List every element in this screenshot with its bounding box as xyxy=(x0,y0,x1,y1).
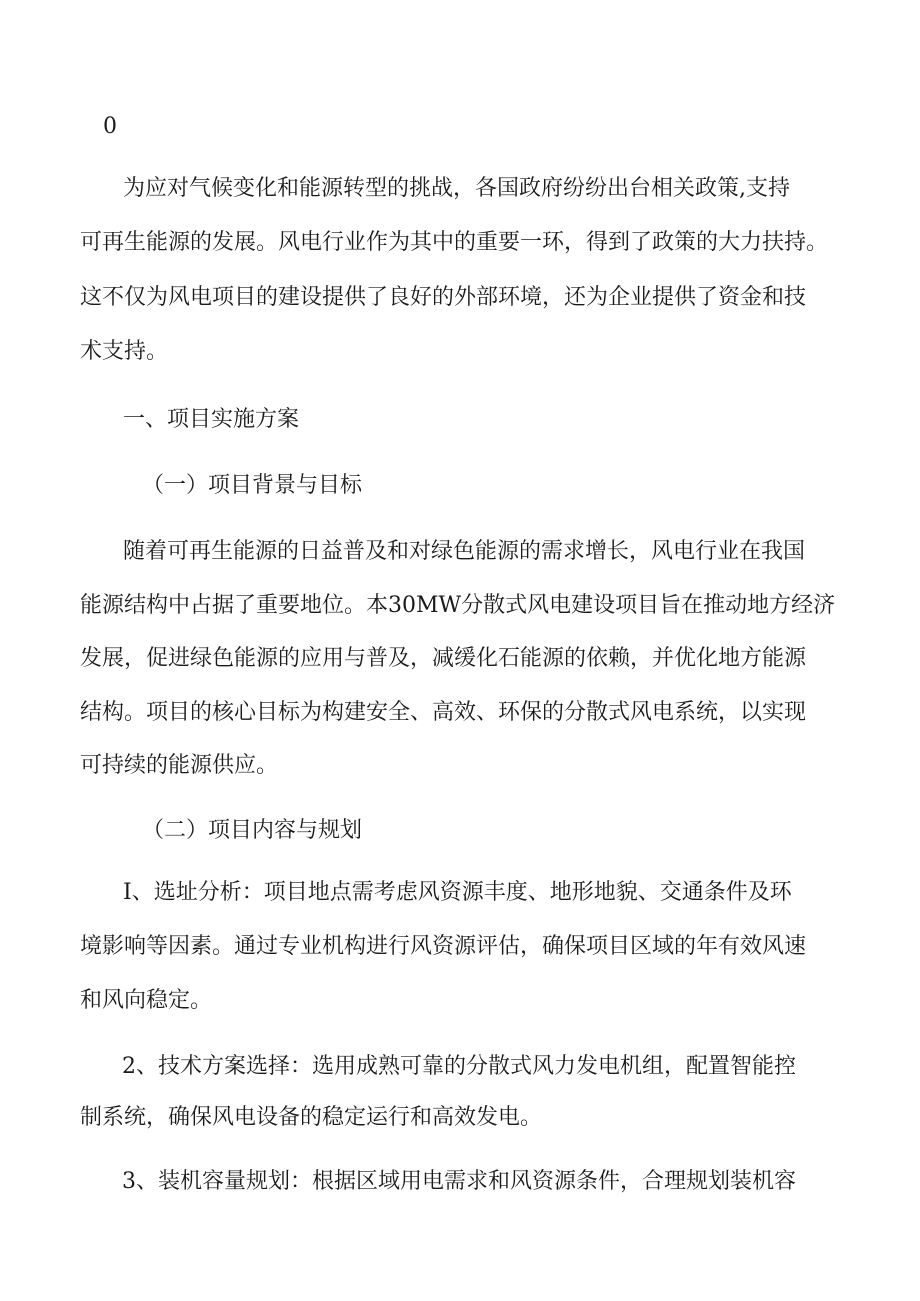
paragraph-line: 制系统，确保风电设备的稳定运行和高效发电。 xyxy=(80,1105,543,1130)
paragraph-line: 和风向稳定。 xyxy=(80,988,213,1013)
paragraph-line: 随着可再生能源的日益普及和对绿色能源的需求增长，风电行业在我国 xyxy=(123,539,806,564)
subsection-heading: （二）项目内容与规划 xyxy=(142,818,363,843)
paragraph-line: 境影响等因素。通过专业机构进行风资源评估，确保项目区域的年有效风速 xyxy=(80,934,807,959)
paragraph-line: 2、技术方案选择：选用成熟可靠的分散式风力发电机组，配置智能控 xyxy=(122,1054,796,1079)
paragraph-line: 可再生能源的发展。风电行业作为其中的重要一环，得到了政策的大力扶持。 xyxy=(80,230,829,255)
paragraph-line: 为应对气候变化和能源转型的挑战，各国政府纷纷出台相关政策,支持 xyxy=(123,176,790,201)
stray-mark: 0 xyxy=(103,114,117,139)
paragraph-line: 3、装机容量规划：根据区域用电需求和风资源条件，合理规划装机容 xyxy=(122,1169,796,1194)
paragraph-line: 可持续的能源供应。 xyxy=(80,753,279,778)
paragraph-line: 发展，促进绿色能源的应用与普及，减缓化石能源的依赖，并优化地方能源 xyxy=(80,646,807,671)
paragraph-line: 能源结构中占据了重要地位。本30MW分散式风电建设项目旨在推动地方经济 xyxy=(80,593,836,618)
paragraph-line: 术支持。 xyxy=(80,339,169,364)
paragraph-line: I、选址分析：项目地点需考虑风资源丰度、地形地貌、交通条件及环 xyxy=(123,880,792,905)
subsection-heading: （一）项目背景与目标 xyxy=(142,473,363,498)
paragraph-line: 这不仅为风电项目的建设提供了良好的外部环境，还为企业提供了资金和技 xyxy=(80,285,807,310)
section-heading: 一、项目实施方案 xyxy=(123,407,300,432)
paragraph-line: 结构。项目的核心目标为构建安全、高效、环保的分散式风电系统，以实现 xyxy=(80,700,807,725)
